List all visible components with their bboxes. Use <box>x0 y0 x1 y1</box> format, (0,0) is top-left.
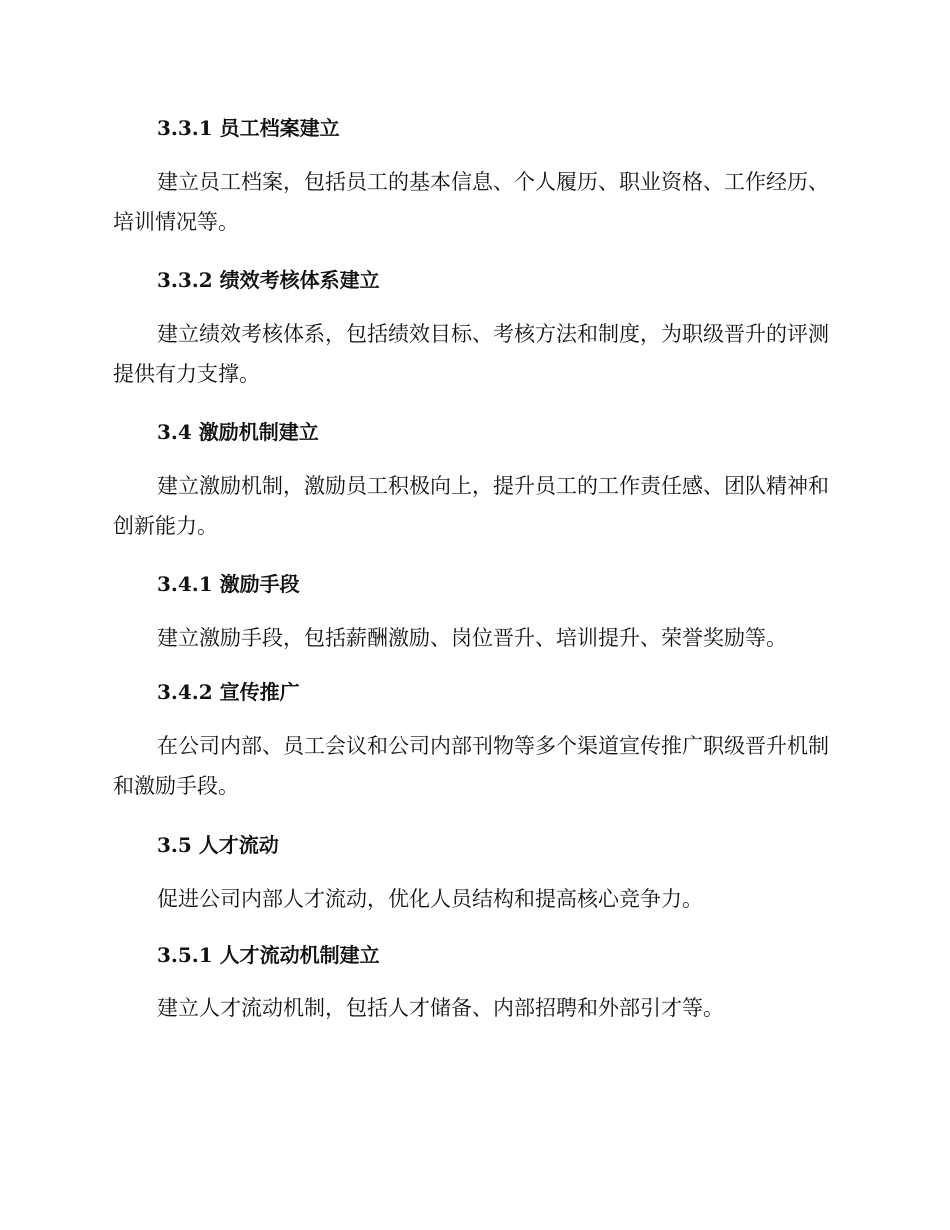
section-heading: 3.3.1 员工档案建立 <box>157 116 340 140</box>
section-body: 建立激励手段，包括薪酬激励、岗位晋升、培训提升、荣誉奖励等。 <box>157 626 787 650</box>
section-body: 建立激励机制，激励员工积极向上，提升员工的工作责任感、团队精神和创新能力。 <box>113 474 829 538</box>
section-body: 建立绩效考核体系，包括绩效目标、考核方法和制度，为职级晋升的评测提供有力支撑。 <box>113 322 829 386</box>
section-heading: 3.5 人才流动 <box>157 833 279 857</box>
section-body: 建立员工档案，包括员工的基本信息、个人履历、职业资格、工作经历、培训情况等。 <box>113 170 829 234</box>
section-body: 在公司内部、员工会议和公司内部刊物等多个渠道宣传推广职级晋升机制和激励手段。 <box>113 734 829 798</box>
section-body: 建立人才流动机制，包括人才储备、内部招聘和外部引才等。 <box>157 996 724 1020</box>
section-heading: 3.4.2 宣传推广 <box>157 680 300 704</box>
section-heading: 3.5.1 人才流动机制建立 <box>157 943 380 967</box>
section-heading: 3.3.2 绩效考核体系建立 <box>157 268 380 292</box>
section-heading: 3.4.1 激励手段 <box>157 572 300 596</box>
section-heading: 3.4 激励机制建立 <box>157 420 319 444</box>
section-body: 促进公司内部人才流动，优化人员结构和提高核心竞争力。 <box>157 887 703 911</box>
